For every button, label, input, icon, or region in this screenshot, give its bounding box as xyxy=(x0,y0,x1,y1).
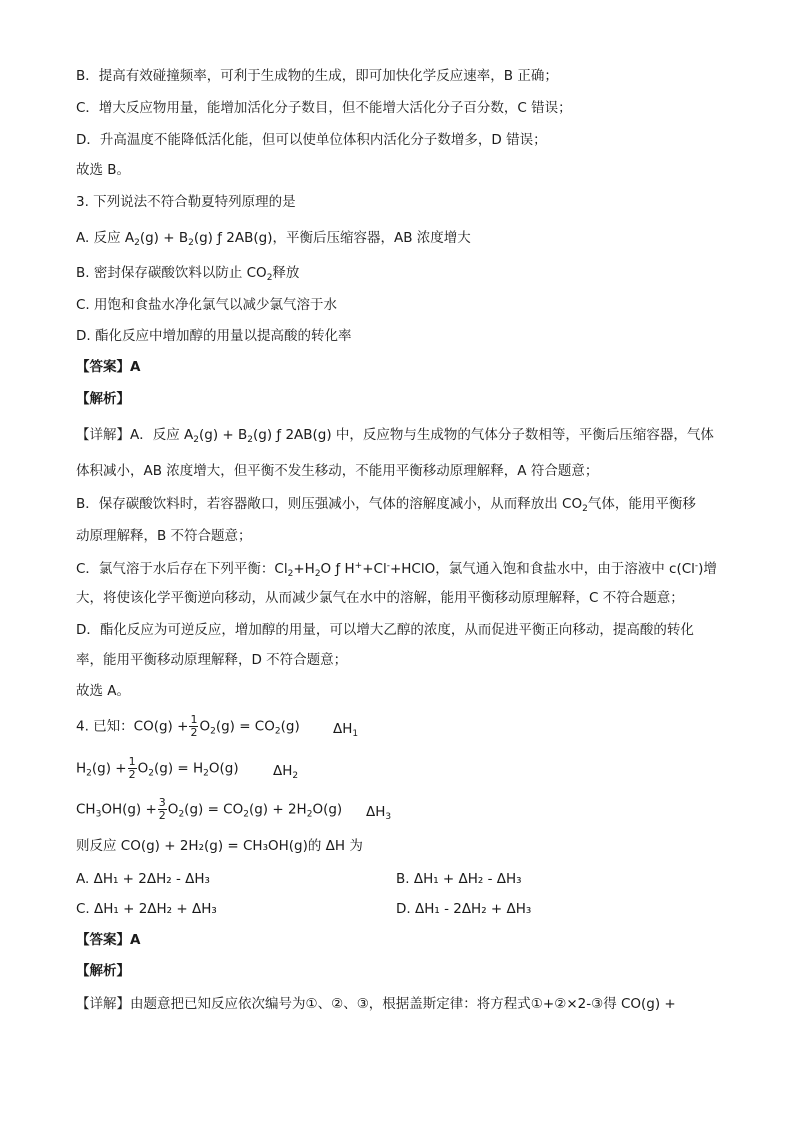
delta-h2: $\Delta H_2$ xyxy=(273,763,299,781)
fraction: $\frac{3}{2}$ xyxy=(158,796,166,822)
explanation-line: 动原理解释，B 不符合题意； xyxy=(76,528,252,544)
question-3-stem: 3. 下列说法不符合勒夏特列原理的是 xyxy=(76,194,296,210)
explanation-line: 体积减小，AB 浓度增大，但平衡不发生移动，不能用平衡移动原理解释，A 符合题意； xyxy=(76,463,599,479)
option-4d: D. ΔH₁ - 2ΔH₂ + ΔH₃ xyxy=(396,901,532,917)
question-4-eq3: $CH_3OH(g)$ + $\frac{3}{2}$ $O_2(g) = CO_2(g) + 2H_2O(g)$ xyxy=(76,796,343,822)
explanation-line: 【详解】由题意把已知反应依次编号为①、②、③，根据盖斯定律：将方程式①+②×2-③得 CO(g) + xyxy=(76,996,676,1012)
option-3c: C. 用饱和食盐水净化氯气以减少氯气溶于水 xyxy=(76,297,338,313)
question-4-ask: 则反应 CO(g) + 2H₂(g) = CH₃OH(g)的 ΔH 为 xyxy=(76,838,363,854)
option-4b: B. ΔH₁ + ΔH₂ - ΔH₃ xyxy=(396,871,522,887)
question-4-eq2: $H_2(g)$ + $\frac{1}{2}$ $O_2(g) = H_2O(g)$ xyxy=(76,755,239,781)
explanation-line: 大，将使该化学平衡逆向移动，从而减少氯气在水中的溶解，能用平衡移动原理解释，C 不符合题意； xyxy=(76,590,684,606)
option-4a: A. ΔH₁ + 2ΔH₂ - ΔH₃ xyxy=(76,871,210,887)
answer-label: 【答案】A xyxy=(76,359,141,375)
fraction: $\frac{1}{2}$ xyxy=(128,755,136,781)
question-4-eq1: 4. 已知：CO(g) + $\frac{1}{2}$ $O_2(g) = CO_2(g)$ xyxy=(76,713,300,739)
text-line: C．增大反应物用量，能增加活化分子数目，但不能增大活化分子百分数，C 错误； xyxy=(76,100,572,116)
delta-h1: $\Delta H_1$ xyxy=(333,721,359,739)
fraction: $\frac{1}{2}$ xyxy=(190,713,198,739)
conclusion-line: 故选 A。 xyxy=(76,683,131,699)
explanation-line: B．保存碳酸饮料时，若容器敞口，则压强减小，气体的溶解度减小，从而释放出 $CO_2$气体，能用平衡移 xyxy=(76,496,696,514)
option-3b: B. 密封保存碳酸饮料以防止 $CO_2$释放 xyxy=(76,265,300,283)
text-line: B．提高有效碰撞频率，可利于生成物的生成，即可加快化学反应速率，B 正确； xyxy=(76,68,558,84)
analysis-label: 【解析】 xyxy=(76,963,130,979)
text-line: 故选 B。 xyxy=(76,162,131,178)
option-3a: A. 反应 $A_2(g) + B_2(g)$ ƒ 2AB(g)，平衡后压缩容器，AB 浓度增大 xyxy=(76,230,471,248)
delta-h3: $\Delta H_3$ xyxy=(366,804,392,822)
option-3d: D. 酯化反应中增加醇的用量以提高酸的转化率 xyxy=(76,328,352,344)
answer-label: 【答案】A xyxy=(76,932,141,948)
explanation-line: 【详解】A．反应 $A_2(g) + B_2(g)$ ƒ 2AB(g) 中，反应物与生成物的气体分子数相等，平衡后压缩容器，气体 xyxy=(76,427,714,445)
explanation-line: 率，能用平衡移动原理解释，D 不符合题意； xyxy=(76,652,348,668)
text-line: D．升高温度不能降低活化能，但可以使单位体积内活化分子数增多，D 错误； xyxy=(76,132,547,148)
explanation-line: C．氯气溶于水后存在下列平衡：$Cl_2+H_2O$ ƒ H++Cl-+HClO，氯气通入饱和食盐水中，由于溶液中 c(Cl-)增 xyxy=(76,561,717,579)
explanation-line: D．酯化反应为可逆反应，增加醇的用量，可以增大乙醇的浓度，从而促进平衡正向移动，提高酸的转化 xyxy=(76,622,694,638)
option-4c: C. ΔH₁ + 2ΔH₂ + ΔH₃ xyxy=(76,901,217,917)
analysis-label: 【解析】 xyxy=(76,391,130,407)
